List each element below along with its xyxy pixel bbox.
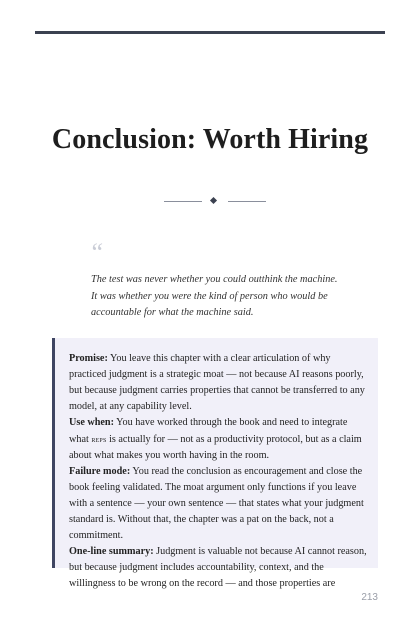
failure-mode-text: You read the conclusion as encouragement and close the book feeling validated. The moat argument only functions if you leave with a sentence — your own sentence — that states what your judgment standard is. Without that, the chapter was a pat on the back, not a commitment.: [69, 466, 364, 541]
chapter-title: Conclusion: Worth Hiring: [51, 124, 369, 155]
page-number: 213: [361, 592, 378, 603]
section-ornament: [164, 195, 266, 209]
epigraph-text: The test was never whether you could outthink the machine. It was whether you were the kind of person who would be accountable for what the machine said.: [91, 274, 338, 319]
use-when-text-before: You have worked through the book and need to integrate what: [69, 417, 348, 445]
ornament-line-right: [228, 201, 266, 202]
promise-label: Promise:: [69, 353, 108, 364]
promise-paragraph: [69, 351, 368, 415]
promise-text: You leave this chapter with a clear articulation of why practiced judgment is a strategic moat — not because AI reasons poorly, but because judgment carries properties that cannot be transferred to any model, at any capability level.: [69, 353, 365, 412]
top-rule: [35, 31, 385, 34]
failure-mode-paragraph: [69, 464, 368, 544]
use-when-label: Use when:: [69, 417, 114, 428]
reps-small-caps: reps: [91, 434, 107, 444]
use-when-text-after: is actually for — not as a productivity protocol, but as a claim about what makes you worth having in the room.: [69, 434, 362, 461]
use-when-paragraph: [69, 415, 368, 464]
diamond-icon: [210, 197, 217, 204]
quote-mark-icon: “: [89, 238, 104, 267]
ornament-line-left: [164, 201, 202, 202]
one-line-summary-paragraph: [69, 544, 368, 592]
one-line-summary-text: Judgment is valuable not because AI cannot reason, but because judgment includes accountability, context, and the willingness to be wrong on the record — and those properties are: [69, 546, 367, 589]
failure-mode-label: Failure mode:: [69, 466, 131, 477]
chapter-summary-box: [52, 338, 378, 589]
one-line-summary-label: One-line summary:: [69, 546, 154, 557]
